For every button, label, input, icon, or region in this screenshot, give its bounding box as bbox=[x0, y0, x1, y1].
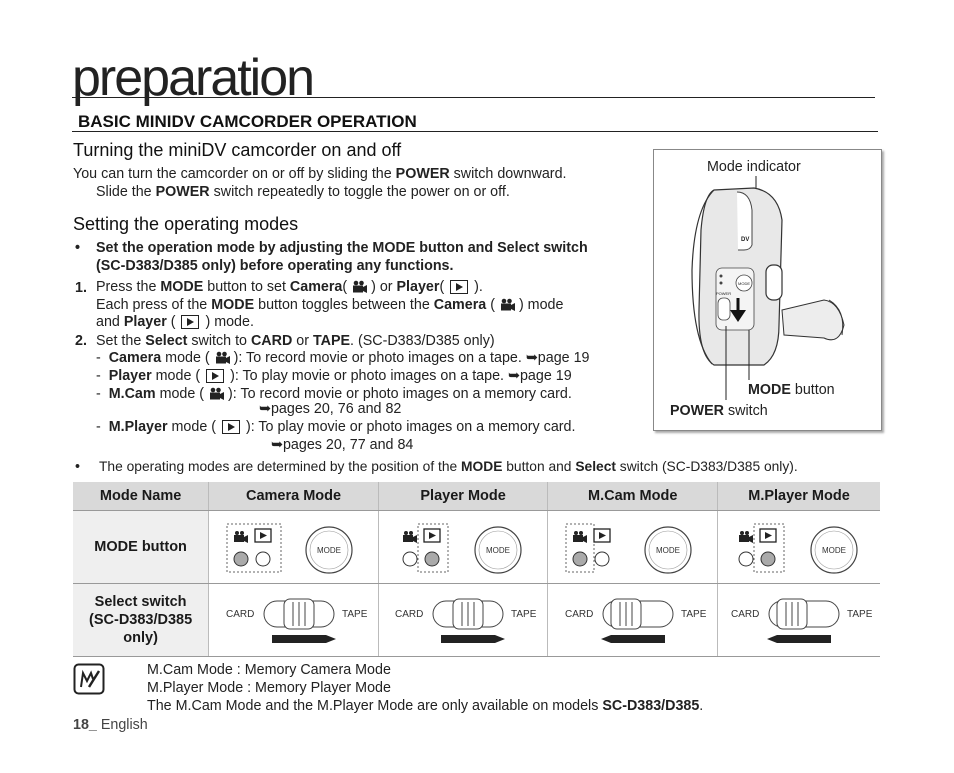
mode-small-label: MODE bbox=[316, 545, 341, 555]
mode-desc-camera: - Camera mode ( ): To record movie or photo images on a tape. ➥page 19 bbox=[96, 350, 590, 366]
svg-text:POWER: POWER bbox=[716, 291, 732, 296]
table-header: M.Player Mode bbox=[718, 482, 881, 511]
bullet-dot-1: • bbox=[75, 240, 81, 256]
row-label-line: Select switch bbox=[94, 594, 187, 610]
turning-line-2: Slide the POWER switch repeatedly to toggle the power on or off. bbox=[96, 184, 510, 200]
mode-button-diagram bbox=[219, 516, 369, 576]
play-icon bbox=[450, 280, 468, 294]
section-rule bbox=[72, 131, 878, 132]
select-switch-diagram bbox=[553, 589, 713, 649]
bullet-2: The operating modes are determined by the position of the MODE button and Select switch (SC-D383/D385 only). bbox=[99, 459, 798, 474]
table-header: Camera Mode bbox=[209, 482, 379, 511]
camera-icon bbox=[499, 298, 515, 312]
select-switch-diagram bbox=[214, 589, 374, 649]
bullet-1-line-1: Set the operation mode by adjusting the MODE button and Select switch bbox=[96, 240, 588, 256]
bullet-1-line-2: (SC-D383/D385 only) before operating any functions. bbox=[96, 258, 454, 274]
mode-desc-mplayer-ref: ➥pages 20, 77 and 84 bbox=[271, 437, 414, 453]
select-switch-cell-mplayer bbox=[718, 584, 881, 657]
mode-desc-player: - Player mode ( ): To play movie or photo images on a tape. ➥page 19 bbox=[96, 368, 572, 384]
card-label: CARD bbox=[395, 608, 424, 620]
mode-button-label: MODE button bbox=[748, 382, 835, 398]
mode-table bbox=[73, 482, 880, 657]
table-header: Mode Name bbox=[73, 482, 209, 511]
page-number: 18_ bbox=[73, 717, 97, 733]
bullet-dot-2: • bbox=[75, 459, 81, 475]
row-label-select-switch bbox=[73, 584, 209, 657]
page-footer bbox=[73, 716, 148, 734]
play-icon bbox=[206, 369, 224, 383]
svg-text:DV: DV bbox=[741, 237, 750, 243]
mode-small-label: MODE bbox=[486, 545, 511, 555]
table-header: M.Cam Mode bbox=[548, 482, 718, 511]
mode-button-cell-player bbox=[378, 511, 548, 584]
mode-button-diagram bbox=[724, 516, 874, 576]
turning-line-1: You can turn the camcorder on or off by sliding the POWER switch downward. bbox=[73, 166, 567, 182]
mode-button-diagram bbox=[558, 516, 708, 576]
card-label: CARD bbox=[731, 608, 760, 620]
tape-label: TAPE bbox=[680, 608, 707, 620]
select-switch-cell-camera bbox=[209, 584, 379, 657]
mode-button-cell-camera bbox=[209, 511, 379, 584]
mode-desc-mcam: - M.Cam mode ( ): To record movie or photo images on a memory card. bbox=[96, 386, 572, 402]
page-heading: preparation bbox=[72, 49, 314, 107]
card-label: CARD bbox=[564, 608, 594, 620]
row-label-mode-button: MODE button bbox=[73, 511, 209, 584]
play-icon bbox=[222, 420, 240, 434]
step-1-number: 1. bbox=[75, 280, 87, 296]
table-header: Player Mode bbox=[378, 482, 548, 511]
table-row bbox=[73, 584, 880, 657]
mode-small-label: MODE bbox=[655, 545, 680, 555]
heading-rule bbox=[72, 97, 875, 98]
step-2-number: 2. bbox=[75, 333, 87, 349]
power-switch-label: POWER switch bbox=[670, 403, 768, 419]
note-line-3: The M.Cam Mode and the M.Player Mode are only available on models SC-D383/D385. bbox=[147, 698, 704, 714]
step-1-line-3: and Player ( ) mode. bbox=[96, 314, 254, 330]
table-row bbox=[73, 511, 880, 584]
play-icon bbox=[181, 315, 199, 329]
table-header-row bbox=[73, 482, 880, 511]
select-switch-cell-mcam bbox=[548, 584, 718, 657]
tape-label: TAPE bbox=[511, 608, 537, 620]
select-switch-diagram bbox=[719, 589, 879, 649]
note-line-2: M.Player Mode : Memory Player Mode bbox=[147, 680, 391, 696]
camera-icon bbox=[208, 387, 224, 401]
row-label-line: (SC-D383/D385 bbox=[89, 612, 193, 628]
note-icon bbox=[73, 663, 105, 695]
footer-language: English bbox=[100, 717, 148, 733]
mode-indicator-label: Mode indicator bbox=[707, 159, 801, 175]
modes-title: Setting the operating modes bbox=[73, 214, 299, 234]
step-1-line-1: Press the MODE button to set Camera( ) or Player( ). bbox=[96, 279, 483, 295]
turning-title: Turning the miniDV camcorder on and off bbox=[73, 140, 402, 160]
mode-button-cell-mcam bbox=[548, 511, 718, 584]
card-label: CARD bbox=[225, 608, 254, 620]
section-title: BASIC MINIDV CAMCORDER OPERATION bbox=[78, 112, 417, 131]
camcorder-figure bbox=[653, 149, 882, 431]
select-switch-diagram bbox=[383, 589, 543, 649]
tape-label: TAPE bbox=[847, 608, 873, 620]
mode-button-diagram bbox=[388, 516, 538, 576]
note-line-1: M.Cam Mode : Memory Camera Mode bbox=[147, 662, 391, 678]
row-label-line: only) bbox=[123, 630, 158, 646]
mode-small-label: MODE bbox=[822, 545, 846, 555]
step-2-line-1: Set the Select switch to CARD or TAPE. (SC-D383/D385 only) bbox=[96, 333, 495, 349]
camera-icon bbox=[214, 351, 230, 365]
mode-desc-mplayer: - M.Player mode ( ): To play movie or photo images on a memory card. bbox=[96, 419, 576, 435]
mode-desc-mcam-ref: ➥pages 20, 76 and 82 bbox=[259, 401, 402, 417]
camera-icon bbox=[351, 280, 367, 294]
mode-button-cell-mplayer bbox=[718, 511, 881, 584]
tape-label: TAPE bbox=[341, 608, 367, 620]
select-switch-cell-player bbox=[378, 584, 548, 657]
svg-text:MODE: MODE bbox=[738, 281, 750, 286]
step-1-line-2: Each press of the MODE button toggles between the Camera ( ) mode bbox=[96, 297, 564, 313]
